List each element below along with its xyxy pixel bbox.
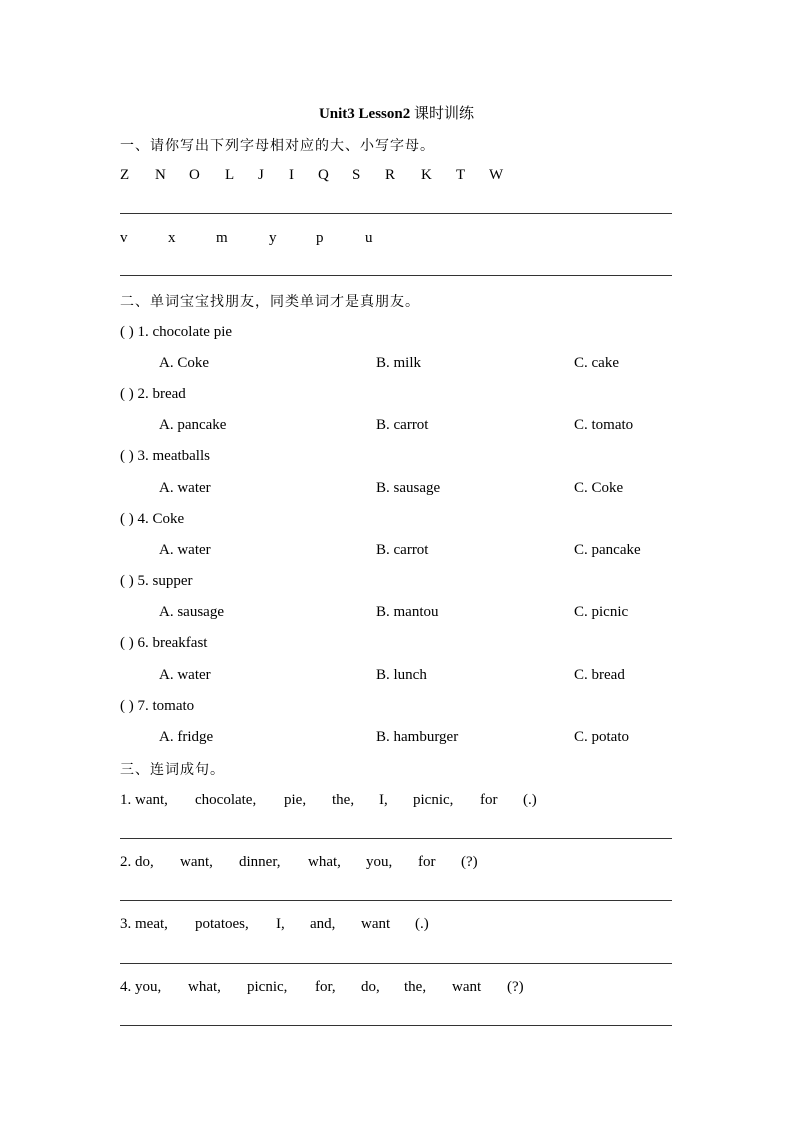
option-c: C. picnic — [574, 604, 629, 620]
word: picnic, — [413, 792, 454, 808]
section2-heading: 二、单词宝宝找朋友，同类单词才是真朋友。 — [120, 294, 420, 310]
word: chocolate, — [195, 792, 257, 808]
option-a: A. Coke — [159, 355, 209, 371]
option-c: C. Coke — [574, 480, 624, 496]
word: (.) — [415, 916, 429, 932]
section3-heading: 三、连词成句。 — [120, 762, 225, 778]
word: potatoes, — [195, 916, 249, 932]
letter: Z — [120, 167, 130, 183]
word: for — [418, 854, 436, 870]
option-b: B. carrot — [376, 542, 429, 558]
letter: L — [225, 167, 235, 183]
word: you, — [366, 854, 393, 870]
question-stem: ( ) 6. breakfast — [120, 635, 208, 651]
word: want — [452, 979, 482, 995]
question-stem: ( ) 2. bread — [120, 386, 186, 402]
word: for, — [315, 979, 336, 995]
option-b: B. hamburger — [376, 729, 459, 745]
letter: T — [456, 167, 466, 183]
question-stem: ( ) 4. Coke — [120, 511, 185, 527]
letter: I — [289, 167, 294, 183]
word: (.) — [523, 792, 537, 808]
letter: N — [155, 167, 166, 183]
answer-line — [120, 1025, 672, 1026]
answer-line — [120, 963, 672, 964]
word: 1. want, — [120, 792, 168, 808]
word: I, — [379, 792, 388, 808]
word: 4. you, — [120, 979, 162, 995]
option-a: A. sausage — [159, 604, 224, 620]
letter: x — [168, 230, 176, 246]
option-a: A. water — [159, 480, 211, 496]
letter: W — [489, 167, 504, 183]
option-b: B. carrot — [376, 417, 429, 433]
word: the, — [332, 792, 355, 808]
word: (?) — [461, 854, 478, 870]
option-a: A. fridge — [159, 729, 214, 745]
letter: R — [385, 167, 396, 183]
section1-heading: 一、请你写出下列字母相对应的大、小写字母。 — [120, 138, 435, 154]
word: I, — [276, 916, 285, 932]
letter: O — [189, 167, 200, 183]
option-b: B. milk — [376, 355, 422, 371]
question-stem: ( ) 7. tomato — [120, 698, 195, 714]
word: want — [361, 916, 391, 932]
word: pie, — [284, 792, 307, 808]
word: picnic, — [247, 979, 288, 995]
letter: y — [269, 230, 277, 246]
title-lesson: Unit3 Lesson2 — [318, 106, 411, 122]
option-b: B. sausage — [376, 480, 441, 496]
letter: p — [316, 230, 324, 246]
word: (?) — [507, 979, 524, 995]
option-c: C. pancake — [574, 542, 641, 558]
word: for — [480, 792, 498, 808]
letter: J — [258, 167, 264, 183]
option-a: A. pancake — [159, 417, 227, 433]
word: and, — [310, 916, 336, 932]
question-stem: ( ) 1. chocolate pie — [120, 324, 233, 340]
option-b: B. lunch — [376, 667, 427, 683]
letter: K — [421, 167, 432, 183]
answer-line — [120, 275, 672, 276]
word: what, — [308, 854, 341, 870]
word: what, — [188, 979, 221, 995]
word: do, — [361, 979, 380, 995]
answer-line — [120, 838, 672, 839]
title-subtitle: 课时训练 — [410, 106, 475, 122]
page-title — [0, 102, 793, 123]
letter: u — [365, 230, 373, 246]
option-b: B. mantou — [376, 604, 439, 620]
question-stem: ( ) 5. supper — [120, 573, 193, 589]
answer-line — [120, 213, 672, 214]
letter: m — [216, 230, 228, 246]
word: dinner, — [239, 854, 281, 870]
option-c: C. cake — [574, 355, 619, 371]
option-c: C. tomato — [574, 417, 634, 433]
word: 3. meat, — [120, 916, 168, 932]
word: want, — [180, 854, 213, 870]
word: 2. do, — [120, 854, 154, 870]
option-a: A. water — [159, 667, 211, 683]
option-c: C. bread — [574, 667, 625, 683]
letter: S — [352, 167, 361, 183]
question-stem: ( ) 3. meatballs — [120, 448, 210, 464]
option-c: C. potato — [574, 729, 629, 745]
word: the, — [404, 979, 427, 995]
letter: v — [120, 230, 128, 246]
option-a: A. water — [159, 542, 211, 558]
answer-line — [120, 900, 672, 901]
letter: Q — [318, 167, 329, 183]
